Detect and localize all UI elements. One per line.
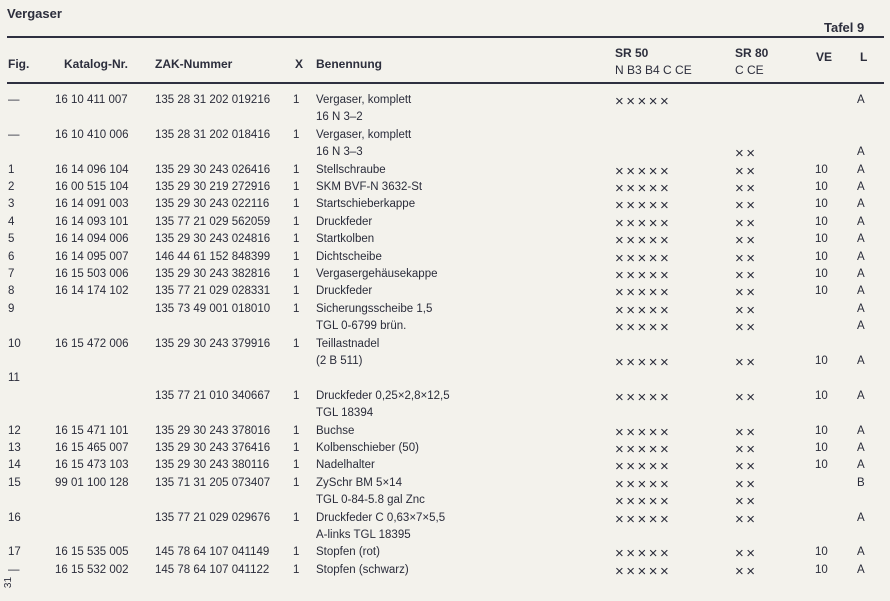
table-row — [0, 425, 890, 442]
table-row — [0, 285, 890, 302]
cell-zak: 146 44 61 152 848399 — [155, 250, 271, 263]
cell-l: A — [857, 320, 865, 333]
cell-x: 1 — [293, 337, 300, 350]
cell-ben: Druckfeder — [316, 215, 373, 228]
cell-fig: 17 — [8, 546, 21, 559]
cell-l: A — [857, 442, 865, 454]
cell-zak: 145 78 64 107 041122 — [155, 563, 270, 576]
table-row — [0, 164, 890, 181]
cell-ben: Stopfen (schwarz) — [316, 563, 409, 576]
cell-l: A — [857, 163, 865, 176]
cell-ben: 16 N 3–2 — [316, 111, 363, 124]
cell-fig: 4 — [8, 215, 15, 228]
table-row — [0, 512, 890, 529]
cell-x: 1 — [293, 285, 300, 298]
cell-m50: ××××× — [615, 388, 672, 406]
cell-ve: 10 — [815, 389, 828, 402]
table-row — [0, 251, 890, 268]
cell-x: 1 — [293, 250, 300, 263]
cell-zak: 135 29 30 243 382816 — [155, 268, 271, 280]
cell-fig: 13 — [8, 442, 21, 454]
cell-ben: Buchse — [316, 424, 355, 437]
cell-kat: 16 14 093 101 — [55, 215, 129, 228]
table-row — [0, 338, 890, 355]
cell-x: 1 — [293, 563, 300, 576]
cell-m80: ×× — [735, 458, 758, 476]
cell-kat: 16 15 471 101 — [55, 424, 129, 437]
cell-m80: ×× — [735, 162, 758, 180]
cell-ben: Druckfeder — [316, 285, 373, 298]
table-row — [0, 233, 890, 250]
cell-fig: 3 — [8, 198, 15, 211]
cell-l: A — [857, 181, 865, 193]
cell-kat: 16 15 535 005 — [55, 546, 129, 559]
cell-l: A — [857, 546, 865, 559]
cell-m80: ×× — [735, 301, 758, 319]
cell-x: 1 — [293, 163, 300, 176]
col-sr50-subheader: N B3 B4 C CE — [615, 63, 692, 77]
cell-zak: 135 77 21 029 562059 — [155, 215, 271, 228]
page-number: 31 — [3, 576, 15, 589]
table-row — [0, 477, 890, 494]
cell-ve: 10 — [815, 233, 828, 246]
cell-ben: Kolbenschieber (50) — [316, 442, 419, 454]
cell-l: B — [857, 476, 865, 489]
cell-ben: Stellschraube — [316, 163, 386, 176]
cell-kat: 16 15 503 006 — [55, 268, 129, 280]
cell-zak: 135 29 30 243 380116 — [155, 459, 270, 472]
cell-m50: ××××× — [615, 232, 672, 250]
cell-ben: TGL 0-84-5.8 gal Znc — [316, 494, 425, 507]
cell-ben: A-links TGL 18395 — [316, 529, 411, 541]
cell-fig: 8 — [8, 285, 15, 298]
cell-ben: 16 N 3–3 — [316, 146, 363, 159]
cell-ben: Druckfeder 0,25×2,8×12,5 — [316, 389, 450, 402]
cell-ve: 10 — [815, 546, 828, 559]
cell-m80: ×× — [735, 267, 758, 284]
cell-ben: Stopfen (rot) — [316, 546, 380, 559]
cell-fig: 16 — [8, 511, 21, 524]
col-ve-header: VE — [816, 50, 833, 64]
table-row — [0, 442, 890, 459]
cell-zak: 135 77 21 029 029676 — [155, 511, 271, 524]
col-fig-header: Fig. — [8, 57, 30, 71]
cell-m50: ××××× — [615, 493, 672, 511]
cell-m50: ××××× — [615, 475, 672, 493]
table-row — [0, 320, 890, 337]
cell-ve: 10 — [815, 181, 828, 193]
cell-fig: 9 — [8, 302, 15, 315]
table-row — [0, 303, 890, 320]
page-title: Vergaser — [7, 6, 62, 21]
col-sr80-subheader: C CE — [735, 63, 764, 77]
cell-kat: 99 01 100 128 — [55, 476, 129, 489]
cell-fig: 11 — [8, 372, 20, 385]
cell-ve: 10 — [815, 563, 828, 576]
cell-zak: 135 29 30 243 379916 — [155, 337, 271, 350]
cell-m50: ××××× — [615, 423, 672, 441]
cell-zak: 135 29 30 243 378016 — [155, 424, 271, 437]
table-row — [0, 94, 890, 111]
cell-l: A — [857, 285, 865, 298]
cell-l: A — [857, 563, 865, 576]
cell-ben: TGL 0-6799 brün. — [316, 320, 407, 333]
cell-m80: ×× — [735, 232, 758, 250]
table-row — [0, 494, 890, 511]
cell-m80: ×× — [735, 249, 758, 267]
cell-fig: 14 — [8, 459, 21, 472]
cell-m50: ××××× — [615, 249, 672, 267]
cell-ve: 10 — [815, 268, 828, 280]
cell-kat: 16 14 096 104 — [55, 163, 129, 176]
cell-fig: — — [8, 94, 20, 106]
cell-m80: ×× — [735, 441, 758, 458]
cell-l: A — [857, 233, 865, 246]
cell-m80: ×× — [735, 214, 758, 232]
cell-m50: ××××× — [615, 354, 672, 371]
cell-ve: 10 — [815, 424, 828, 437]
cell-x: 1 — [293, 459, 300, 472]
cell-zak: 135 73 49 001 018010 — [155, 302, 271, 315]
cell-ben: Vergasergehäusekappe — [316, 268, 438, 280]
table-row — [0, 355, 890, 372]
cell-m80: ×× — [735, 284, 758, 302]
cell-zak: 135 29 30 243 024816 — [155, 233, 271, 246]
cell-kat: 16 15 532 002 — [55, 563, 129, 576]
cell-m50: ××××× — [615, 180, 672, 197]
cell-x: 1 — [293, 302, 300, 315]
col-x-header: X — [295, 57, 304, 71]
cell-kat: 16 15 472 006 — [55, 337, 129, 350]
table-header-rule — [7, 82, 884, 84]
cell-m50: ××××× — [615, 93, 672, 110]
cell-m80: ×× — [735, 388, 758, 406]
cell-ben: (2 B 511) — [316, 355, 363, 367]
cell-ben: Startschieberkappe — [316, 198, 416, 211]
cell-kat: 16 00 515 104 — [55, 181, 129, 193]
cell-zak: 135 28 31 202 019216 — [155, 94, 271, 106]
table-row — [0, 111, 890, 128]
cell-kat: 16 14 091 003 — [55, 198, 129, 211]
cell-m50: ××××× — [615, 214, 672, 232]
table-row — [0, 564, 890, 581]
header-rule — [7, 36, 884, 38]
cell-zak: 135 77 21 010 340667 — [155, 389, 271, 402]
cell-fig: 12 — [8, 424, 21, 437]
cell-zak: 135 29 30 219 272916 — [155, 181, 271, 193]
cell-m50: ××××× — [615, 545, 672, 563]
col-sr50-header: SR 50 — [615, 46, 649, 60]
table-row — [0, 390, 890, 407]
cell-kat: 16 15 473 103 — [55, 459, 129, 472]
cell-m50: ××××× — [615, 319, 672, 337]
cell-fig: 1 — [8, 163, 15, 176]
cell-x: 1 — [293, 181, 300, 193]
cell-x: 1 — [293, 94, 300, 106]
table-row — [0, 546, 890, 563]
cell-x: 1 — [293, 268, 300, 280]
cell-zak: 135 71 31 205 073407 — [155, 476, 271, 489]
cell-x: 1 — [293, 546, 300, 559]
cell-fig: 10 — [8, 337, 21, 350]
cell-ben: Startkolben — [316, 233, 375, 246]
cell-x: 1 — [293, 511, 300, 524]
cell-kat: 16 14 174 102 — [55, 285, 129, 298]
cell-zak: 135 29 30 243 376416 — [155, 442, 271, 454]
col-benennung-header: Benennung — [316, 57, 382, 71]
cell-zak: 135 77 21 029 028331 — [155, 285, 271, 298]
table-row — [0, 372, 890, 389]
cell-m80: ×× — [735, 475, 758, 493]
table-row — [0, 216, 890, 233]
cell-m80: ×× — [735, 354, 758, 371]
table-row — [0, 146, 890, 163]
table-row — [0, 129, 890, 146]
cell-fig: — — [8, 563, 20, 576]
cell-ben: Dichtscheibe — [316, 250, 382, 263]
cell-x: 1 — [293, 128, 300, 141]
cell-m50: ××××× — [615, 284, 672, 302]
col-l-header: L — [860, 50, 868, 64]
cell-x: 1 — [293, 389, 300, 402]
cell-zak: 135 29 30 243 022116 — [155, 198, 270, 211]
cell-x: 1 — [293, 233, 300, 246]
cell-fig: 7 — [8, 268, 15, 280]
cell-l: A — [857, 389, 865, 402]
table-row — [0, 529, 890, 546]
cell-fig: 2 — [8, 181, 15, 193]
cell-x: 1 — [293, 424, 300, 437]
cell-ben: Druckfeder C 0,63×7×5,5 — [316, 511, 446, 524]
cell-m50: ××××× — [615, 301, 672, 319]
cell-ve: 10 — [815, 442, 828, 454]
cell-m80: ×× — [735, 319, 758, 337]
cell-l: A — [857, 94, 865, 106]
table-row — [0, 181, 890, 198]
cell-m80: ×× — [735, 145, 758, 163]
cell-m50: ××××× — [615, 267, 672, 284]
cell-ve: 10 — [815, 215, 828, 228]
cell-m50: ××××× — [615, 197, 672, 215]
cell-m80: ×× — [735, 510, 758, 528]
cell-kat: 16 10 410 006 — [55, 128, 129, 141]
cell-ben: Teillastnadel — [316, 337, 380, 350]
cell-kat: 16 14 095 007 — [55, 250, 129, 263]
cell-x: 1 — [293, 442, 300, 454]
cell-l: A — [857, 424, 865, 437]
cell-l: A — [857, 355, 865, 367]
col-zak-header: ZAK-Nummer — [155, 57, 233, 71]
cell-ben: Vergaser, komplett — [316, 94, 412, 106]
cell-l: A — [857, 198, 865, 211]
table-row — [0, 198, 890, 215]
cell-ve: 10 — [815, 285, 828, 298]
cell-ben: Vergaser, komplett — [316, 128, 412, 141]
cell-kat: 16 14 094 006 — [55, 233, 129, 246]
col-sr80-header: SR 80 — [735, 46, 769, 60]
cell-ben: Nadelhalter — [316, 459, 375, 472]
cell-m80: ×× — [735, 562, 758, 580]
cell-m80: ×× — [735, 197, 758, 215]
cell-ve: 10 — [815, 163, 828, 176]
cell-fig: 15 — [8, 476, 21, 489]
cell-l: A — [857, 146, 865, 159]
cell-zak: 135 29 30 243 026416 — [155, 163, 271, 176]
cell-l: A — [857, 215, 865, 228]
cell-l: A — [857, 250, 865, 263]
cell-m80: ×× — [735, 493, 758, 511]
table-row — [0, 407, 890, 424]
cell-x: 1 — [293, 198, 300, 211]
cell-l: A — [857, 459, 865, 472]
tafel-label: Tafel 9 — [824, 20, 865, 35]
table-row — [0, 459, 890, 476]
cell-m50: ××××× — [615, 162, 672, 180]
cell-l: A — [857, 302, 865, 315]
cell-ve: 10 — [815, 198, 828, 211]
cell-x: 1 — [293, 215, 300, 228]
cell-m50: ××××× — [615, 562, 672, 580]
cell-ben: SKM BVF-N 3632-St — [316, 181, 423, 193]
cell-m80: ×× — [735, 423, 758, 441]
cell-zak: 135 28 31 202 018416 — [155, 128, 271, 141]
cell-l: A — [857, 268, 865, 280]
cell-m50: ××××× — [615, 510, 672, 528]
table-row — [0, 268, 890, 285]
cell-ben: Sicherungsscheibe 1,5 — [316, 302, 433, 315]
cell-m50: ××××× — [615, 441, 672, 458]
cell-zak: 145 78 64 107 041149 — [155, 546, 270, 559]
cell-ve: 10 — [815, 250, 828, 263]
cell-l: A — [857, 511, 865, 524]
cell-kat: 16 10 411 007 — [55, 94, 128, 106]
cell-fig: — — [8, 128, 20, 141]
cell-fig: 6 — [8, 250, 15, 263]
cell-ve: 10 — [815, 459, 828, 472]
cell-kat: 16 15 465 007 — [55, 442, 129, 454]
cell-m50: ××××× — [615, 458, 672, 476]
cell-fig: 5 — [8, 233, 15, 246]
cell-m80: ×× — [735, 545, 758, 563]
cell-x: 1 — [293, 476, 300, 489]
cell-ve: 10 — [815, 355, 828, 367]
col-katalog-header: Katalog-Nr. — [64, 57, 129, 71]
cell-m80: ×× — [735, 180, 758, 197]
cell-ben: ZySchr BM 5×14 — [316, 476, 402, 489]
cell-ben: TGL 18394 — [316, 407, 374, 420]
